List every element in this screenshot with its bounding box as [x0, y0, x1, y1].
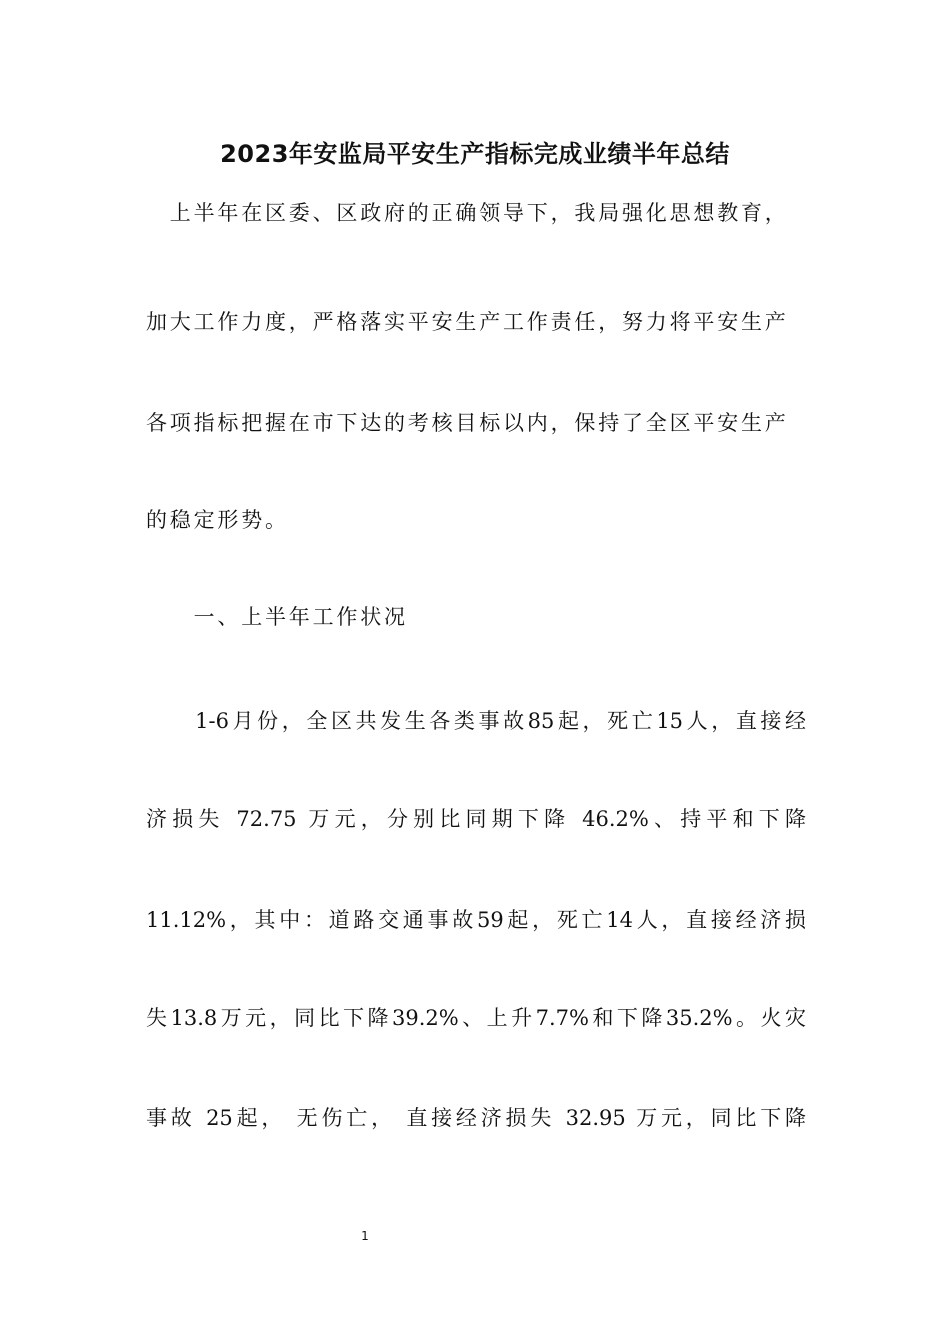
paragraph-line: 事故 25起， 无伤亡， 直接经济损失 32.95 万元，同比下降 [146, 1106, 806, 1130]
paragraph-line: 1-6月份，全区共发生各类事故85起，死亡15人，直接经 [146, 709, 806, 733]
paragraph-line: 上半年在区委、区政府的正确领导下，我局强化思想教育， [146, 201, 789, 225]
paragraph-line: 11.12%，其中：道路交通事故59起，死亡14人，直接经济损 [146, 908, 806, 932]
section-heading: 一、上半年工作状况 [146, 605, 408, 629]
paragraph-line: 济损失 72.75 万元，分别比同期下降 46.2%、持平和下降 [146, 807, 806, 831]
paragraph-line: 各项指标把握在市下达的考核目标以内，保持了全区平安生产 [146, 411, 789, 435]
paragraph-line: 加大工作力度，严格落实平安生产工作责任，努力将平安生产 [146, 310, 789, 334]
paragraph-line: 的稳定形势。 [146, 508, 289, 532]
document-title: 2023年安监局平安生产指标完成业绩半年总结 [220, 140, 730, 168]
paragraph-line: 失13.8万元，同比下降39.2%、上升7.7%和下降35.2%。火灾 [146, 1006, 806, 1030]
page-number: 1 [361, 1229, 369, 1243]
